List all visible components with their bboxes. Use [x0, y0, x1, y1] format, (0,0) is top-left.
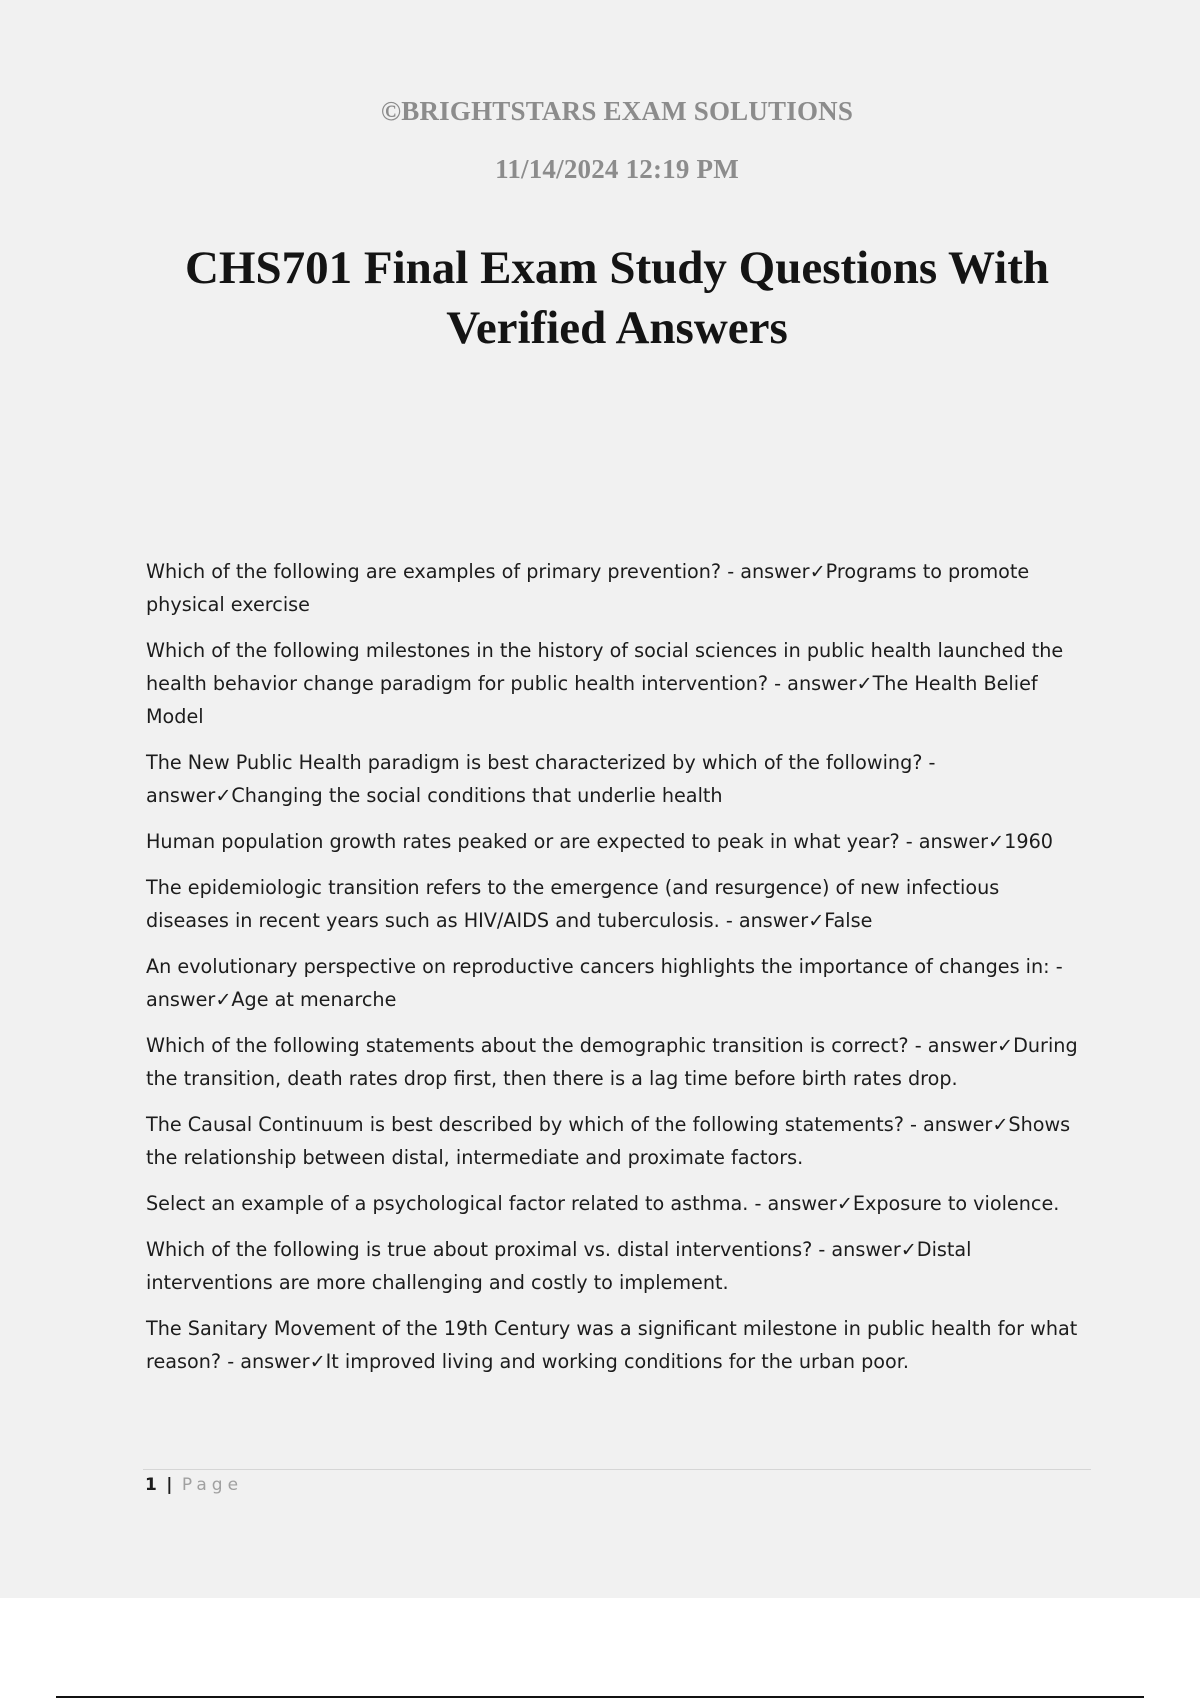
answer-marker: - answer [748, 1192, 837, 1215]
qa-item [146, 825, 1086, 858]
answer-marker: - answer [721, 560, 810, 583]
qa-item [146, 871, 1086, 937]
answer-text: 1960 [1004, 830, 1053, 853]
qa-item [146, 1187, 1086, 1220]
check-icon: ✓ [988, 830, 1005, 853]
qa-item [146, 950, 1086, 1016]
answer-text: Exposure to violence. [852, 1192, 1060, 1215]
answer-marker: - answer [812, 1238, 901, 1261]
answer-text: Distal interventions are more challenging and costly to implement. [146, 1238, 972, 1294]
check-icon: ✓ [997, 1034, 1014, 1057]
check-icon: ✓ [309, 1350, 326, 1373]
question-text: The Sanitary Movement of the 19th Century was a significant milestone in public health for what reason? [146, 1317, 1078, 1373]
answer-text: False [824, 909, 873, 932]
qa-list [146, 555, 1086, 1391]
qa-item [146, 746, 1086, 812]
check-icon: ✓ [808, 909, 825, 932]
question-text: The Causal Continuum is best described by which of the following statements? [146, 1113, 904, 1136]
check-icon: ✓ [856, 672, 873, 695]
footer-separator: | [166, 1475, 173, 1495]
answer-text: Programs to promote physical exercise [146, 560, 1030, 616]
qa-item [146, 555, 1086, 621]
answer-marker: - answer [899, 830, 989, 853]
question-text: An evolutionary perspective on reproductive cancers highlights the importance of changes in: [146, 955, 1050, 978]
question-text: Which of the following is true about proximal vs. distal interventions? [146, 1238, 813, 1261]
page-label: Page [181, 1475, 244, 1495]
answer-text: The Health Belief Model [146, 672, 1038, 728]
timestamp-header: 11/14/2024 12:19 PM [495, 154, 739, 184]
qa-item [146, 1312, 1086, 1378]
question-text: The New Public Health paradigm is best characterized by which of the following? [146, 751, 923, 774]
qa-item [146, 1029, 1086, 1095]
answer-marker: - answer [146, 955, 1063, 1011]
answer-text: It improved living and working conditions for the urban poor. [325, 1350, 909, 1373]
check-icon: ✓ [215, 784, 232, 807]
question-text: The epidemiologic transition refers to the emergence (and resurgence) of new infectious diseases in recent years such as HIV/AIDS and tuberculosis. [146, 876, 1000, 932]
document-title: CHS701 Final Exam Study Questions With Verified Answers [184, 242, 1050, 354]
page-footer [145, 1475, 243, 1495]
question-text: Select an example of a psychological factor related to asthma. [146, 1192, 749, 1215]
answer-marker: - answer [908, 1034, 998, 1057]
check-icon: ✓ [809, 560, 826, 583]
check-icon: ✓ [215, 988, 232, 1011]
answer-marker: - answer [768, 672, 857, 695]
question-text: Human population growth rates peaked or are expected to peak in what year? [146, 830, 900, 853]
answer-marker: - answer [221, 1350, 310, 1373]
question-text: Which of the following milestones in the history of social sciences in public health launched the health behavior change paradigm for public health intervention? [146, 639, 1064, 695]
bottom-divider [56, 1696, 1144, 1698]
answer-text: Age at menarche [231, 988, 397, 1011]
page-number: 1 [145, 1475, 157, 1495]
answer-text: Changing the social conditions that underlie health [231, 784, 723, 807]
answer-marker: - answer [146, 751, 936, 807]
qa-item [146, 1108, 1086, 1174]
copyright-header: ©BRIGHTSTARS EXAM SOLUTIONS [380, 96, 854, 126]
qa-item [146, 1233, 1086, 1299]
footer-divider [143, 1469, 1091, 1470]
question-text: Which of the following statements about the demographic transition is correct? [146, 1034, 909, 1057]
answer-text: Shows the relationship between distal, intermediate and proximate factors. [146, 1113, 1071, 1169]
answer-text: During the transition, death rates drop first, then there is a lag time before birth rates drop. [146, 1034, 1078, 1090]
check-icon: ✓ [900, 1238, 917, 1261]
check-icon: ✓ [992, 1113, 1009, 1136]
answer-marker: - answer [903, 1113, 993, 1136]
answer-marker: - answer [719, 909, 809, 932]
qa-item [146, 634, 1086, 733]
check-icon: ✓ [836, 1192, 853, 1215]
question-text: Which of the following are examples of primary prevention? [146, 560, 722, 583]
